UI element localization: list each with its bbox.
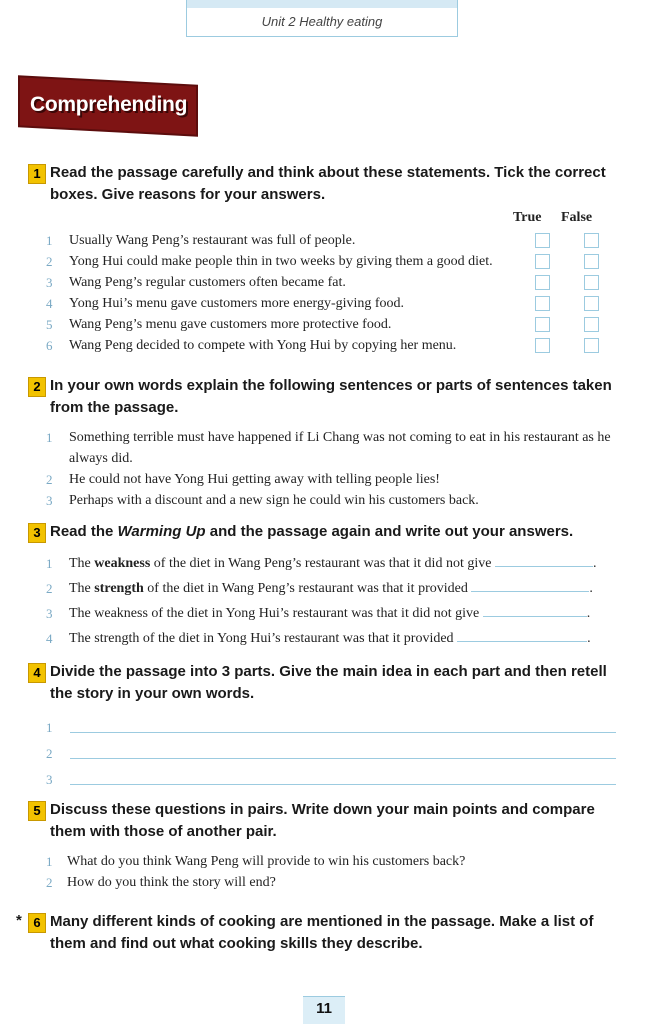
item-text: He could not have Yong Hui getting away with telling people lies! [69, 472, 440, 487]
question-1-header [28, 162, 628, 206]
question-4-instruction: Divide the passage into 3 parts. Give the main idea in each part and then retell the story in your own words. [50, 663, 607, 702]
instruction-emphasis: Warming Up [117, 523, 206, 540]
list-item [28, 626, 628, 651]
item-text: Usually Wang Peng’s restaurant was full of people. [69, 233, 356, 248]
answer-blank[interactable] [471, 577, 589, 592]
full-stop: . [589, 581, 593, 596]
list-item [28, 251, 628, 272]
optional-star: * [16, 912, 22, 929]
question-2-header [28, 375, 628, 419]
item-text: of the diet in Wang Peng’s restaurant was that it provided [143, 581, 468, 596]
question-6-header [16, 911, 628, 955]
list-item [28, 314, 628, 335]
item-text: What do you think Wang Peng will provide to win his customers back? [67, 854, 466, 869]
list-item [28, 469, 628, 490]
item-text: Wang Peng’s menu gave customers more protective food. [69, 317, 392, 332]
writing-line [70, 758, 616, 759]
true-checkbox[interactable] [535, 317, 550, 332]
question-number-badge: 1 [28, 164, 46, 184]
question-2-instruction: In your own words explain the following sentences or parts of sentences taken from the passage. [50, 377, 612, 416]
item-text: The [69, 581, 95, 596]
list-item [28, 576, 628, 601]
item-number: 1 [46, 430, 53, 445]
instruction-text: and the passage again and write out your answers. [205, 523, 574, 540]
item-number: 2 [46, 254, 53, 269]
item-number: 5 [46, 317, 53, 332]
item-number: 1 [46, 556, 53, 571]
answer-line[interactable] [28, 765, 628, 791]
list-item [28, 335, 628, 356]
list-item [28, 293, 628, 314]
false-column-label: False [561, 210, 593, 225]
list-item [28, 230, 628, 251]
item-text: of the diet in Wang Peng’s restaurant was that it did not give [150, 556, 492, 571]
question-number-badge: 2 [28, 377, 46, 397]
fill-in-list [28, 551, 628, 651]
full-stop: . [592, 556, 597, 571]
item-text: How do you think the story will end? [67, 875, 276, 890]
section-title: Comprehending [30, 93, 188, 116]
question-4-header [28, 661, 628, 705]
item-number: 6 [46, 338, 53, 353]
true-checkbox[interactable] [535, 254, 550, 269]
item-number: 3 [46, 493, 53, 508]
unit-label: Unit 2 Healthy eating [261, 14, 383, 29]
line-number: 2 [46, 746, 53, 761]
line-number: 1 [46, 720, 53, 735]
statement-list [28, 210, 628, 356]
question-5-header [28, 799, 628, 843]
false-checkbox[interactable] [584, 296, 599, 311]
false-checkbox[interactable] [584, 233, 599, 248]
writing-line [70, 732, 616, 733]
unit-header-tab [186, 0, 458, 37]
false-checkbox[interactable] [584, 275, 599, 290]
sentence-list [28, 427, 628, 511]
answer-blank[interactable] [457, 627, 587, 642]
item-number: 2 [46, 581, 53, 596]
item-number: 4 [46, 631, 53, 646]
item-number: 2 [46, 472, 53, 487]
item-text: The [69, 556, 95, 571]
question-1 [28, 162, 628, 356]
item-text: Yong Hui’s menu gave customers more energy-giving food. [69, 296, 405, 311]
question-4 [28, 661, 628, 791]
item-number: 3 [46, 606, 53, 621]
item-number: 3 [46, 275, 53, 290]
item-text: The strength of the diet in Yong Hui’s restaurant was that it provided [69, 631, 454, 646]
list-item [28, 872, 628, 893]
question-number-badge: 5 [28, 801, 46, 821]
page-number: 11 [303, 996, 345, 1024]
item-text: Perhaps with a discount and a new sign he could win his customers back. [69, 493, 479, 508]
item-keyword: weakness [94, 556, 151, 571]
list-item [28, 551, 628, 576]
list-item [28, 427, 628, 469]
list-item [28, 851, 628, 872]
item-text: Wang Peng decided to compete with Yong Hui by copying her menu. [69, 338, 457, 353]
question-1-instruction: Read the passage carefully and think about these statements. Tick the correct boxes. Give reasons for your answers. [50, 164, 606, 203]
section-banner [20, 82, 196, 130]
instruction-text: Read the [50, 523, 118, 540]
answer-blank[interactable] [483, 602, 587, 617]
true-checkbox[interactable] [535, 233, 550, 248]
list-item [28, 490, 628, 511]
question-number-badge: 3 [28, 523, 46, 543]
answer-line[interactable] [28, 713, 628, 739]
question-number-badge: 6 [28, 913, 46, 933]
item-number: 4 [46, 296, 53, 311]
item-text: Yong Hui could make people thin in two weeks by giving them a good diet. [69, 254, 493, 269]
answer-line[interactable] [28, 739, 628, 765]
header-strip [187, 0, 457, 8]
list-item [28, 601, 628, 626]
question-3-header [28, 521, 628, 543]
true-checkbox[interactable] [535, 338, 550, 353]
false-checkbox[interactable] [584, 338, 599, 353]
item-text: The weakness of the diet in Yong Hui’s restaurant was that it did not give [69, 606, 480, 621]
answer-blank[interactable] [495, 552, 593, 567]
question-2 [28, 375, 628, 511]
full-stop: . [586, 606, 591, 621]
full-stop: . [587, 631, 591, 646]
discussion-list [28, 851, 628, 893]
item-keyword: strength [94, 581, 144, 596]
line-number: 3 [46, 772, 53, 787]
question-5-instruction: Discuss these questions in pairs. Write down your main points and compare them with those of another pair. [50, 801, 595, 840]
question-5 [28, 799, 628, 893]
false-checkbox[interactable] [584, 254, 599, 269]
true-checkbox[interactable] [535, 296, 550, 311]
answer-lines [28, 713, 628, 791]
question-6 [16, 911, 628, 955]
item-number: 2 [46, 875, 53, 890]
item-text: Wang Peng’s regular customers often became fat. [69, 275, 346, 290]
item-text: Something terrible must have happened if Li Chang was not coming to eat in his restaurant as he always did. [69, 430, 611, 466]
list-item [28, 272, 628, 293]
true-column-label: True [513, 210, 542, 225]
true-checkbox[interactable] [535, 275, 550, 290]
item-number: 1 [46, 233, 53, 248]
question-number-badge: 4 [28, 663, 46, 683]
question-6-instruction: Many different kinds of cooking are mentioned in the passage. Make a list of them and find out what cooking skills they describe. [50, 913, 594, 952]
false-checkbox[interactable] [584, 317, 599, 332]
item-number: 1 [46, 854, 53, 869]
writing-line [70, 784, 616, 785]
question-3 [28, 521, 628, 651]
